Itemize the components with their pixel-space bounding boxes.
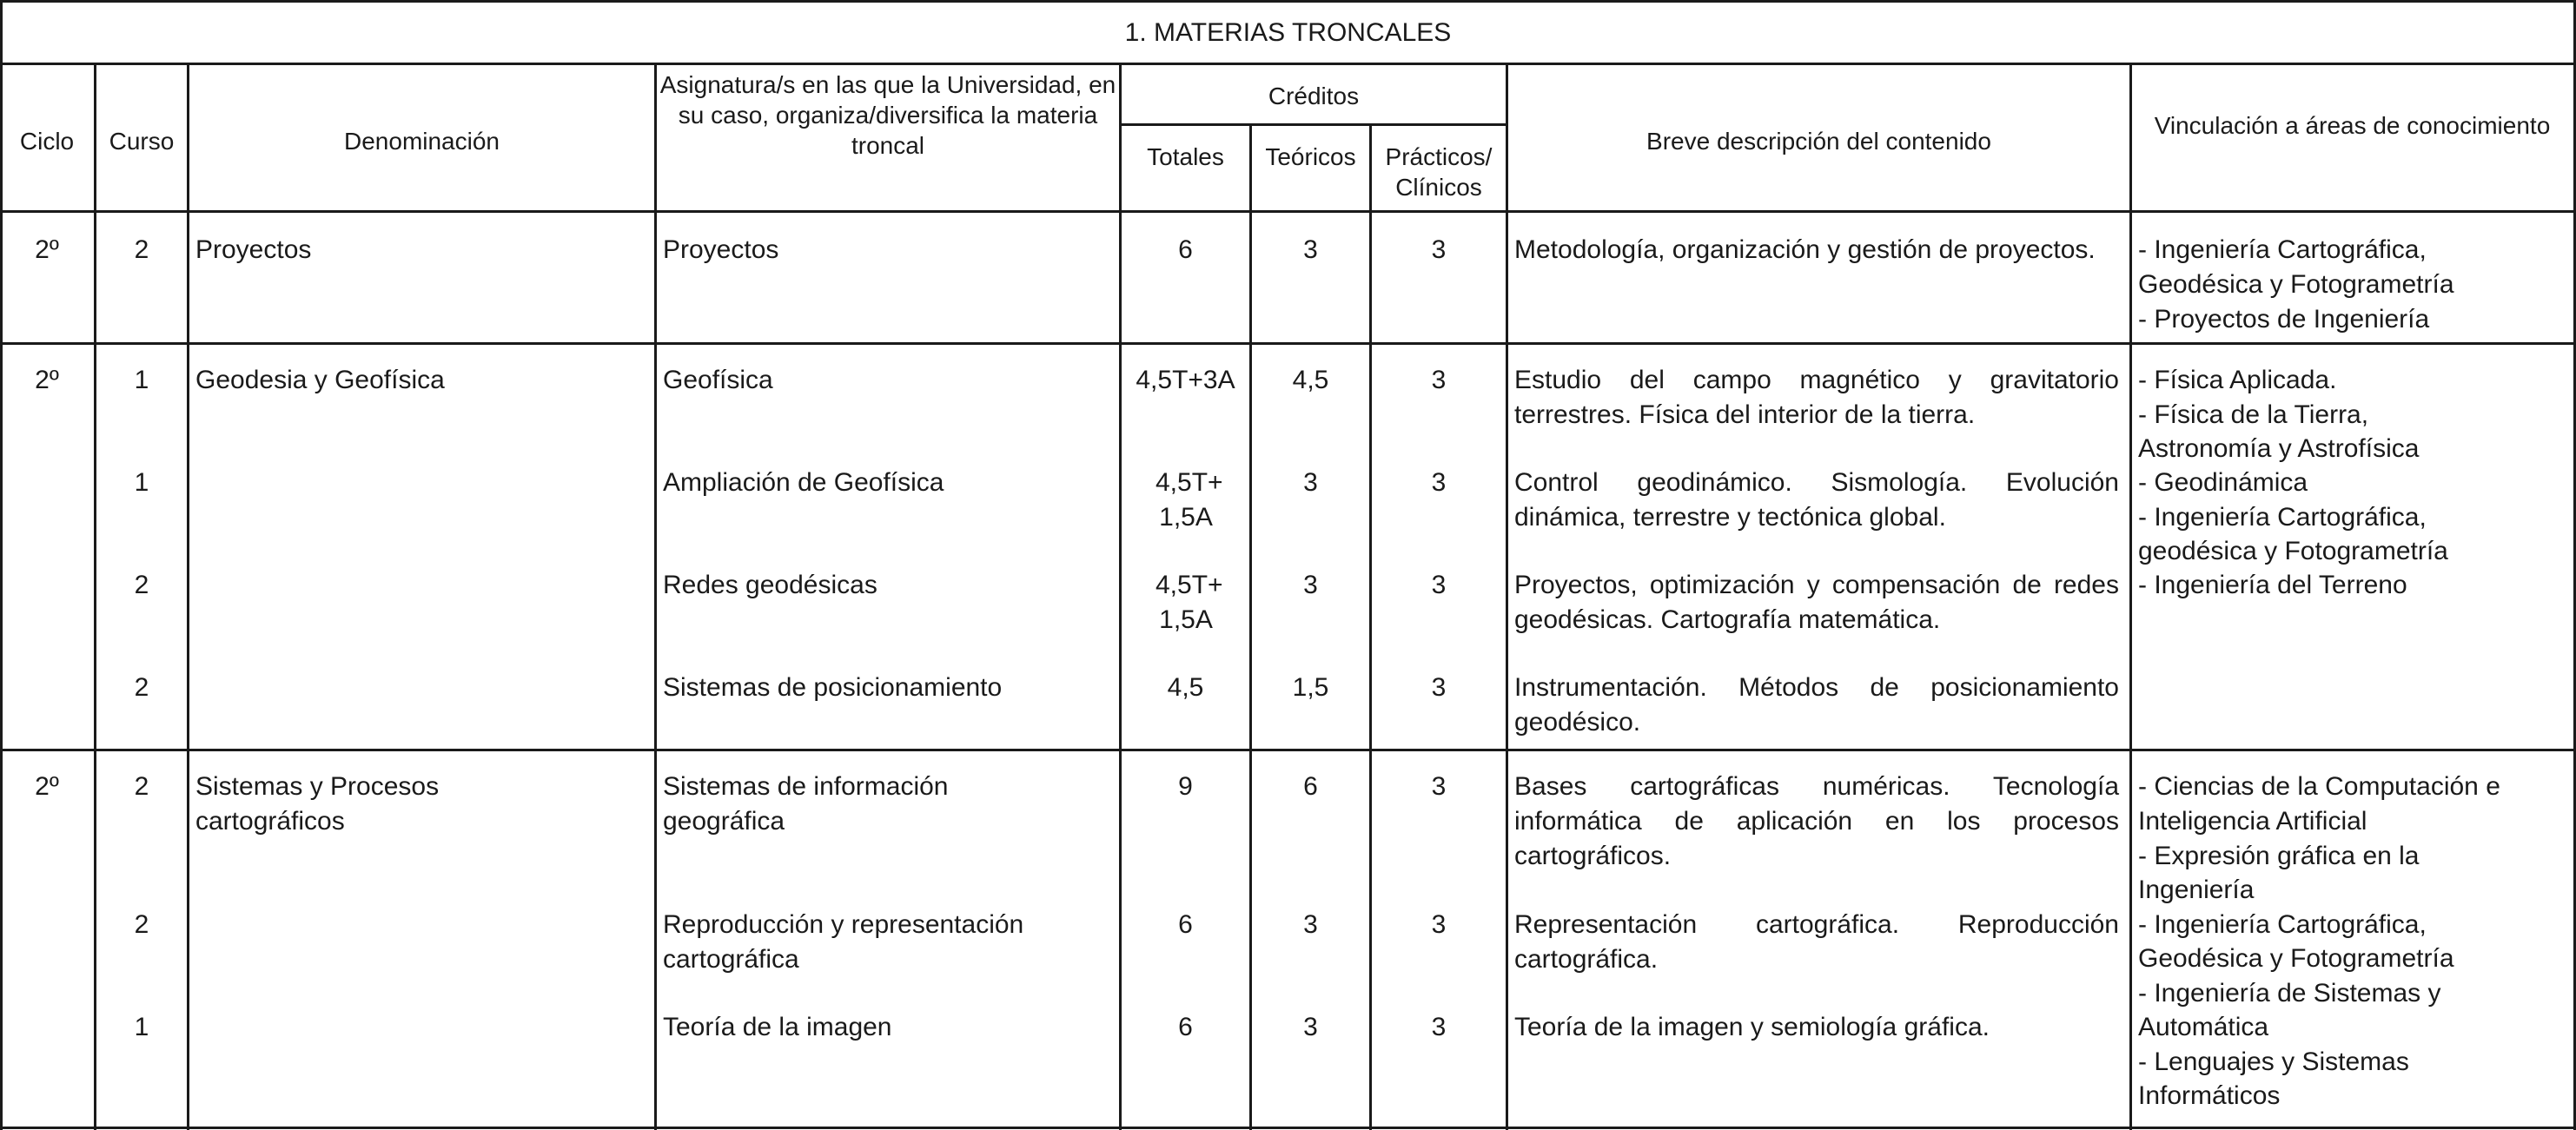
descripcion-cell: Instrumentación. Métodos de posicionamiento geodésico. xyxy=(1514,673,2119,737)
area-line: Astronomía y Astrofísica xyxy=(2138,434,2420,463)
curso-cell: 1 xyxy=(134,468,149,497)
area-line: - Física Aplicada. xyxy=(2138,366,2337,394)
header-descripcion: Breve descripción del contenido xyxy=(1646,128,1991,155)
practicos-cell: 3 xyxy=(1431,571,1447,599)
asignatura-cell: Sistemas de posicionamiento xyxy=(663,673,1003,702)
practicos-cell: 3 xyxy=(1431,235,1447,264)
ciclo-cell: 2º xyxy=(35,235,59,264)
rule-bottom xyxy=(0,1127,2576,1129)
rule-desc-areas xyxy=(2129,63,2132,1130)
area-line: - Ingeniería Cartográfica, xyxy=(2138,235,2427,264)
area-line: - Lenguajes y Sistemas xyxy=(2138,1047,2409,1076)
totales-cell: 4,5T+ 1,5A xyxy=(1156,468,1223,532)
rule-asig-totales xyxy=(1119,63,1122,1130)
area-line: - Ingeniería Cartográfica, xyxy=(2138,503,2427,532)
area-line: Geodésica y Fotogrametría xyxy=(2138,270,2454,299)
rule-header-bottom xyxy=(0,210,2576,213)
descripcion-cell: Metodología, organización y gestión de proyectos. xyxy=(1514,235,2096,264)
rule-teoricos-practicos xyxy=(1369,123,1372,1130)
rule-title-bottom xyxy=(0,63,2576,65)
curso-cell: 2 xyxy=(134,571,149,599)
denominacion-cell: Proyectos xyxy=(195,235,312,264)
area-line: - Ingeniería de Sistemas y xyxy=(2138,979,2441,1008)
header-totales: Totales xyxy=(1147,143,1224,170)
rule-creditos-sub xyxy=(1119,123,1507,126)
header-asignatura: Asignatura/s en las que la Universidad, en su caso, organiza/diversifica la materia troncal xyxy=(659,71,1116,159)
totales-cell: 9 xyxy=(1178,772,1193,801)
practicos-cell: 3 xyxy=(1431,366,1447,394)
ciclo-cell: 2º xyxy=(35,366,59,394)
rule-group2-bottom xyxy=(0,749,2576,751)
header-denominacion: Denominación xyxy=(344,128,500,155)
rule-practicos-desc xyxy=(1506,63,1508,1130)
curso-cell: 2 xyxy=(134,910,149,939)
area-line: Automática xyxy=(2138,1013,2269,1041)
practicos-cell: 3 xyxy=(1431,1013,1447,1041)
header-curso: Curso xyxy=(109,128,175,155)
area-line: Geodésica y Fotogrametría xyxy=(2138,944,2454,973)
curso-cell: 2 xyxy=(134,772,149,801)
rule-denom-asig xyxy=(654,63,657,1130)
descripcion-cell: Control geodinámico. Sismología. Evolución dinámica, terrestre y tectónica global. xyxy=(1514,468,2119,532)
header-practicos: Prácticos/ Clínicos xyxy=(1385,143,1493,201)
rule-top xyxy=(0,0,2576,3)
totales-cell: 6 xyxy=(1178,910,1193,939)
practicos-cell: 3 xyxy=(1431,673,1447,702)
practicos-cell: 3 xyxy=(1431,772,1447,801)
asignatura-cell: Ampliación de Geofísica xyxy=(663,468,944,497)
area-line: - Ciencias de la Computación e xyxy=(2138,772,2500,801)
totales-cell: 4,5T+ 1,5A xyxy=(1156,571,1223,634)
area-line: - Física de la Tierra, xyxy=(2138,400,2369,429)
header-creditos: Créditos xyxy=(1268,83,1360,109)
descripcion-cell: Representación cartográfica. Reproducción cartográfica. xyxy=(1514,910,2119,974)
teoricos-cell: 3 xyxy=(1303,910,1318,939)
totales-cell: 6 xyxy=(1178,235,1193,264)
practicos-cell: 3 xyxy=(1431,468,1447,497)
descripcion-cell: Estudio del campo magnético y gravitatorio terrestres. Física del interior de la tierra. xyxy=(1514,366,2119,429)
header-ciclo: Ciclo xyxy=(19,128,75,155)
area-line: - Expresión gráfica en la xyxy=(2138,842,2420,870)
area-line: Ingeniería xyxy=(2138,876,2255,904)
asignatura-cell: Teoría de la imagen xyxy=(663,1013,892,1041)
practicos-cell: 3 xyxy=(1431,910,1447,939)
asignatura-cell: Proyectos xyxy=(663,235,779,264)
area-line: - Ingeniería Cartográfica, xyxy=(2138,910,2427,939)
rule-left xyxy=(0,0,3,1130)
header-teoricos: Teóricos xyxy=(1265,143,1356,170)
curso-cell: 1 xyxy=(134,366,149,394)
curso-cell: 1 xyxy=(134,1013,149,1041)
totales-cell: 4,5T+3A xyxy=(1136,366,1235,394)
teoricos-cell: 3 xyxy=(1303,235,1318,264)
area-line: - Ingeniería del Terreno xyxy=(2138,571,2407,599)
rule-totales-teoricos xyxy=(1249,123,1252,1130)
curso-cell: 2 xyxy=(134,673,149,702)
asignatura-cell: Sistemas de información geográfica xyxy=(663,772,949,836)
descripcion-cell: Proyectos, optimización y compensación de redes geodésicas. Cartografía matemática. xyxy=(1514,571,2119,634)
teoricos-cell: 3 xyxy=(1303,468,1318,497)
asignatura-cell: Geofísica xyxy=(663,366,773,394)
teoricos-cell: 6 xyxy=(1303,772,1318,801)
descripcion-cell: Teoría de la imagen y semiología gráfica. xyxy=(1514,1013,1990,1041)
area-line: - Geodinámica xyxy=(2138,468,2308,497)
rule-group1-bottom xyxy=(0,342,2576,345)
rule-curso-denom xyxy=(187,63,189,1130)
descripcion-cell: Bases cartográficas numéricas. Tecnología informática de aplicación en los procesos cartográficos. xyxy=(1514,772,2119,870)
teoricos-cell: 1,5 xyxy=(1292,673,1329,702)
area-line: Informáticos xyxy=(2138,1081,2281,1110)
denominacion-cell: Geodesia y Geofísica xyxy=(195,366,445,394)
header-vinculacion: Vinculación a áreas de conocimiento xyxy=(2154,112,2551,139)
area-line: Inteligencia Artificial xyxy=(2138,807,2367,836)
asignatura-cell: Reproducción y representación cartográfica xyxy=(663,910,1024,974)
curso-cell: 2 xyxy=(134,235,149,264)
teoricos-cell: 3 xyxy=(1303,1013,1318,1041)
table-title: 1. MATERIAS TRONCALES xyxy=(1124,18,1452,47)
totales-cell: 4,5 xyxy=(1167,673,1204,702)
denominacion-cell: Sistemas y Procesos cartográficos xyxy=(195,772,440,836)
area-line: - Proyectos de Ingeniería xyxy=(2138,305,2430,334)
asignatura-cell: Redes geodésicas xyxy=(663,571,877,599)
teoricos-cell: 4,5 xyxy=(1292,366,1329,394)
teoricos-cell: 3 xyxy=(1303,571,1318,599)
ciclo-cell: 2º xyxy=(35,772,59,801)
area-line: geodésica y Fotogrametría xyxy=(2138,537,2448,565)
totales-cell: 6 xyxy=(1178,1013,1193,1041)
